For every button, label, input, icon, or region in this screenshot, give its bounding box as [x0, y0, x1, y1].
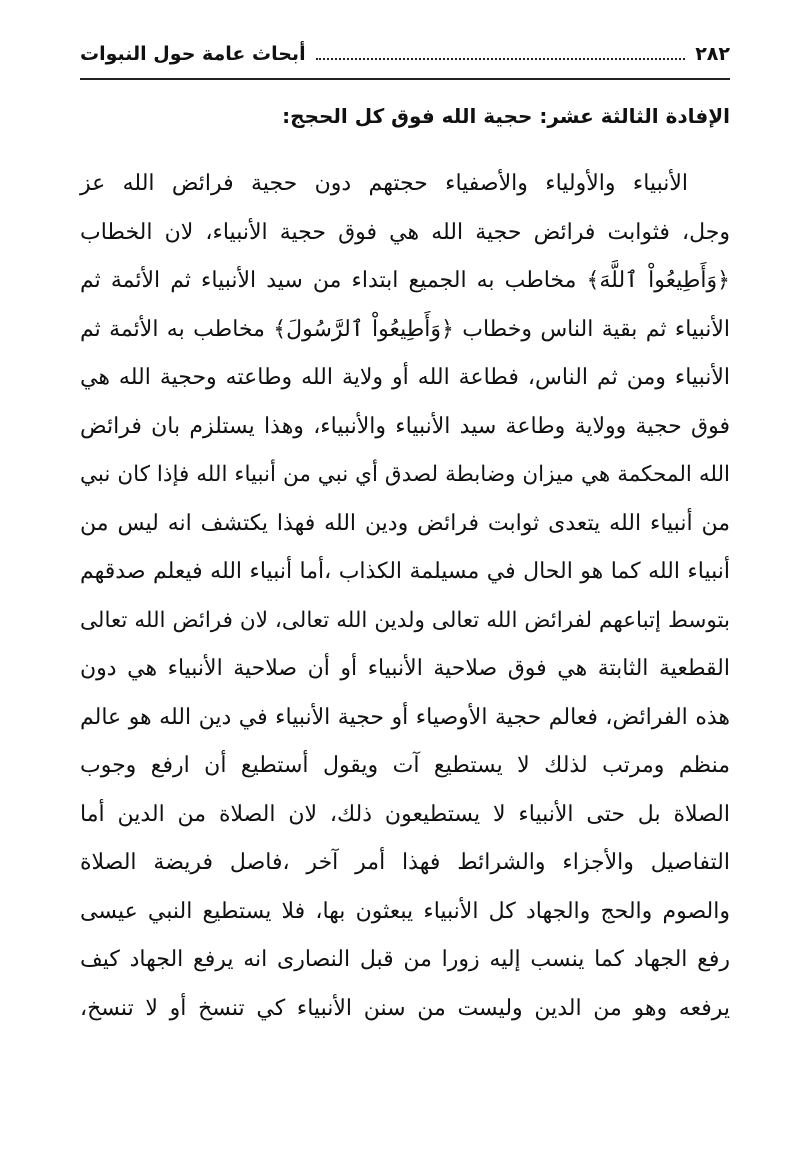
text-line: من أنبياء الله يتعدى ثوابت فرائض ودين الله فهذا يكتشف انه ليس من [80, 510, 730, 536]
header-dot-leader [316, 58, 686, 60]
text-line: رفع الجهاد كما ينسب إليه زورا من قبل النصارى انه يرفع الجهاد كيف [80, 947, 730, 972]
body-paragraph [80, 160, 730, 1033]
text-line: التفاصيل والأجزاء والشرائط فهذا أمر آخر ،فاصل فريضة الصلاة [80, 850, 730, 875]
book-page [80, 0, 730, 1165]
text-line: الأنبياء والأولياء والأصفياء حجتهم دون حجية فرائض الله عز [80, 171, 688, 196]
text-line: فوق حجية وولاية وطاعة سيد الأنبياء والأنبياء، وهذا يستلزم بان فرائض [80, 413, 730, 439]
page-number: ٢٨٢ [695, 43, 730, 65]
text-line: الأنبياء ومن ثم الناس، فطاعة الله أو ولاية الله وطاعته وحجية الله هي [80, 365, 730, 390]
text-line: والصوم والحج والجهاد كل الأنبياء يبعثون بها، فلا يستطيع النبي عيسى [80, 898, 730, 924]
running-header [80, 36, 730, 72]
text-line: الأنبياء ثم بقية الناس وخطاب ﴿وَأَطِيعُواْ ٱلرَّسُولَ﴾ مخاطب به الأئمة ثم [80, 316, 730, 342]
text-line: بتوسط إتباعهم لفرائض الله تعالى ولدين الله تعالى، لان فرائض الله تعالى [80, 607, 730, 633]
text-line: القطعية الثابتة هي فوق صلاحية الأنبياء أو أن صلاحية الأنبياء هي دون [80, 656, 730, 681]
text-line: يرفعه وهو من الدين وليست من سنن الأنبياء كي تنسخ أو لا تنسخ، [80, 995, 730, 1021]
text-line: منظم ومرتب لذلك لا يستطيع آت ويقول أستطيع أن ارفع وجوب [80, 753, 730, 778]
header-rule [80, 78, 730, 80]
section-heading: الإفادة الثالثة عشر: حجية الله فوق كل الحجج: [282, 104, 730, 128]
running-title: أبحاث عامة حول النبوات [80, 43, 306, 65]
text-line: الصلاة بل حتى الأنبياء لا يستطيعون ذلك، لان الصلاة من الدين أما [80, 801, 730, 827]
text-line: أنبياء الله كما هو الحال في مسيلمة الكذاب ،أما أنبياء الله فيعلم صدقهم [80, 559, 730, 584]
text-line: وجل، فثوابت فرائض حجية الله هي فوق حجية الأنبياء، لان الخطاب [80, 219, 730, 245]
text-line: الله المحكمة هي ميزان وضابطة لصدق أي نبي من أنبياء الله فإذا كان نبي [80, 462, 730, 487]
text-line: ﴿وَأَطِيعُواْ ٱللَّهَ﴾ مخاطب به الجميع ابتداء من سيد الأنبياء ثم الأئمة ثم [80, 268, 730, 293]
text-line: هذه الفرائض، فعالم حجية الأوصياء أو حجية الأنبياء في دين الله هو عالم [80, 704, 730, 730]
